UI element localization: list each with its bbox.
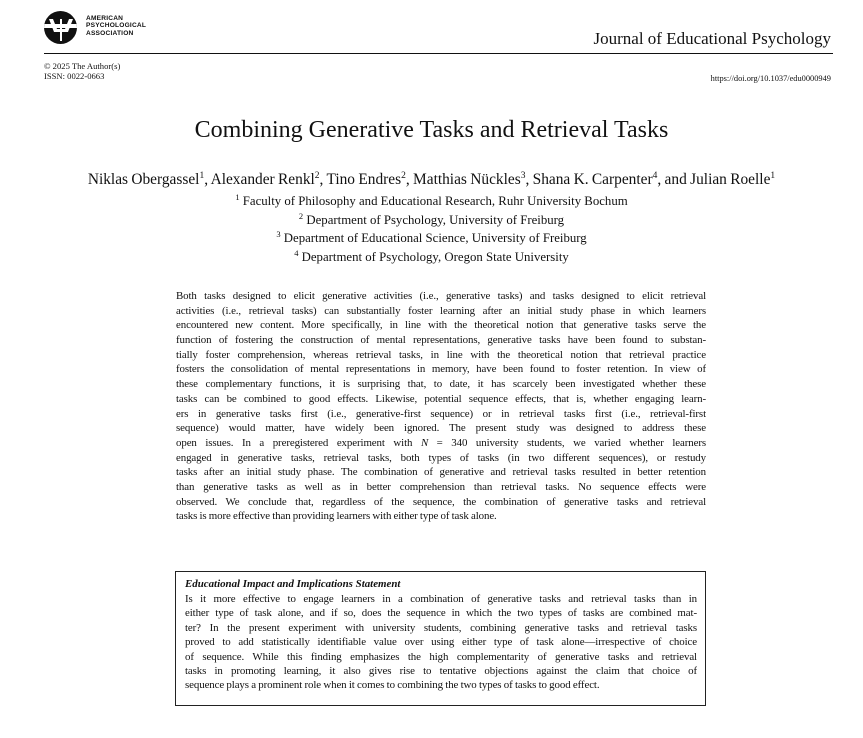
impact-statement-title: Educational Impact and Implications Statement [185,578,401,590]
affiliation-list [0,192,863,266]
author: Tino Endres$^2$, [326,171,414,188]
affiliation: $^1$ Faculty of Philosophy and Educational Research, Ruhr University Bochum [235,192,628,208]
abstract-line: function of fostering the construction of mental representations, generative tasks have been found to substan- [176,334,706,347]
affiliation: $^4$ Department of Psychology, Oregon State University [294,247,569,264]
author: Alexander Renkl$^2$, [210,171,327,188]
impact-statement-body [185,592,697,693]
abstract-line: tasks can be combined to good effects. Likewise, potential sequence effects, that is, whether engaging learn- [176,392,706,405]
abstract-line: activities (i.e., retrieval tasks) can substantially foster learning after an initial study phase in which learners [176,304,706,317]
abstract-line: tasks after an initial study phase. The combination of generative and retrieval tasks resulted in better retention [176,466,706,479]
affiliation: $^2$ Department of Psychology, University of Freiburg [298,210,565,227]
author: Matthias Nückles$^3$, [413,171,533,188]
author: Niklas Obergassel$^1$, [87,171,211,188]
impact-line: proved to add statistically identifiable value over using either type of task alone—irrespective of choice [185,636,697,649]
abstract-line: encountered new content. More specifically, in line with the theoretical notion that generative tasks serve the [176,319,706,332]
journal-name: Journal of Educational Psychology [593,29,831,48]
apa-logo [44,11,174,45]
author: Shana K. Carpenter$^4$, and [532,171,691,188]
abstract-line: tasks is more effective than providing learners with either type of task alone. [176,510,497,523]
impact-line: Is it more effective to engage learners in a combination of generative tasks and retrieval tasks than in [185,593,697,605]
publisher-name: AMERICAN PSYCHOLOGICAL ASSOCIATION [86,15,147,37]
abstract-line: these complementary functions, it is surprising that, to date, it has scarcely been investigated whether these [176,378,706,391]
impact-line: tasks in promoting learning, it also gives rise to tentative objections against the claim that choice of [185,664,697,677]
abstract-line: observed. We conclude that, regardless of the sequence, the combination of generative tasks and retrieval [176,495,706,508]
abstract-line: engaged in generative tasks, retrieval tasks, both types of tasks (in two different sequences), or restudy [176,451,706,464]
affiliation: $^3$ Department of Educational Science, University of Freiburg [276,229,587,245]
impact-line: of sequence. While this finding emphasizes the high complementarity of generative tasks and retrieval [185,650,697,663]
abstract-line: sequence) would matter, have widely been ignored. The present study was designed to address these [176,422,706,435]
article-title: Combining Generative Tasks and Retrieval Tasks [194,117,669,143]
impact-line: ter? In the present experiment with university students, combining generative tasks and retrieval tasks [185,621,697,634]
impact-line: either type of task alone, and if so, does the sequence in which the two types of tasks are combined mat- [185,607,697,620]
abstract [176,289,706,524]
abstract-line: ers in generative tasks first (i.e., generative-first sequence) or in retrieval tasks first (i.e., retrieval-first [176,407,706,420]
abstract-line: fosters the consolidation of mental representations in memory, have been found to foster retention. In view of [176,363,706,376]
publication-meta [44,61,120,81]
copyright: © 2025 The Author(s) [44,61,121,71]
issn: ISSN: 0022-0663 [44,71,105,81]
abstract-line: Both tasks designed to elicit generative activities (i.e., generative tasks) and tasks designed to elicit retrieval [176,290,706,302]
header-divider [44,53,833,54]
impact-statement-box [175,571,706,706]
author: Julian Roelle$^1$ [690,171,776,188]
doi-link[interactable]: https://doi.org/10.1037/edu0000949 [710,74,831,83]
impact-line: sequence plays a prominent role when it comes to combining the two types of tasks to good effect. [185,679,600,692]
abstract-line: than generative tasks as well as in better comprehension than retrieval tasks. No sequence effects were [176,480,706,493]
author-list [0,171,863,189]
apa-psi-icon [44,11,77,44]
abstract-line: tially foster comprehension, whereas retrieval tasks, in line with the theoretical notion that retrieval practice [176,348,706,361]
abstract-line: open issues. In a preregistered experiment with N = 340 university students, we varied whether learners [176,436,706,449]
